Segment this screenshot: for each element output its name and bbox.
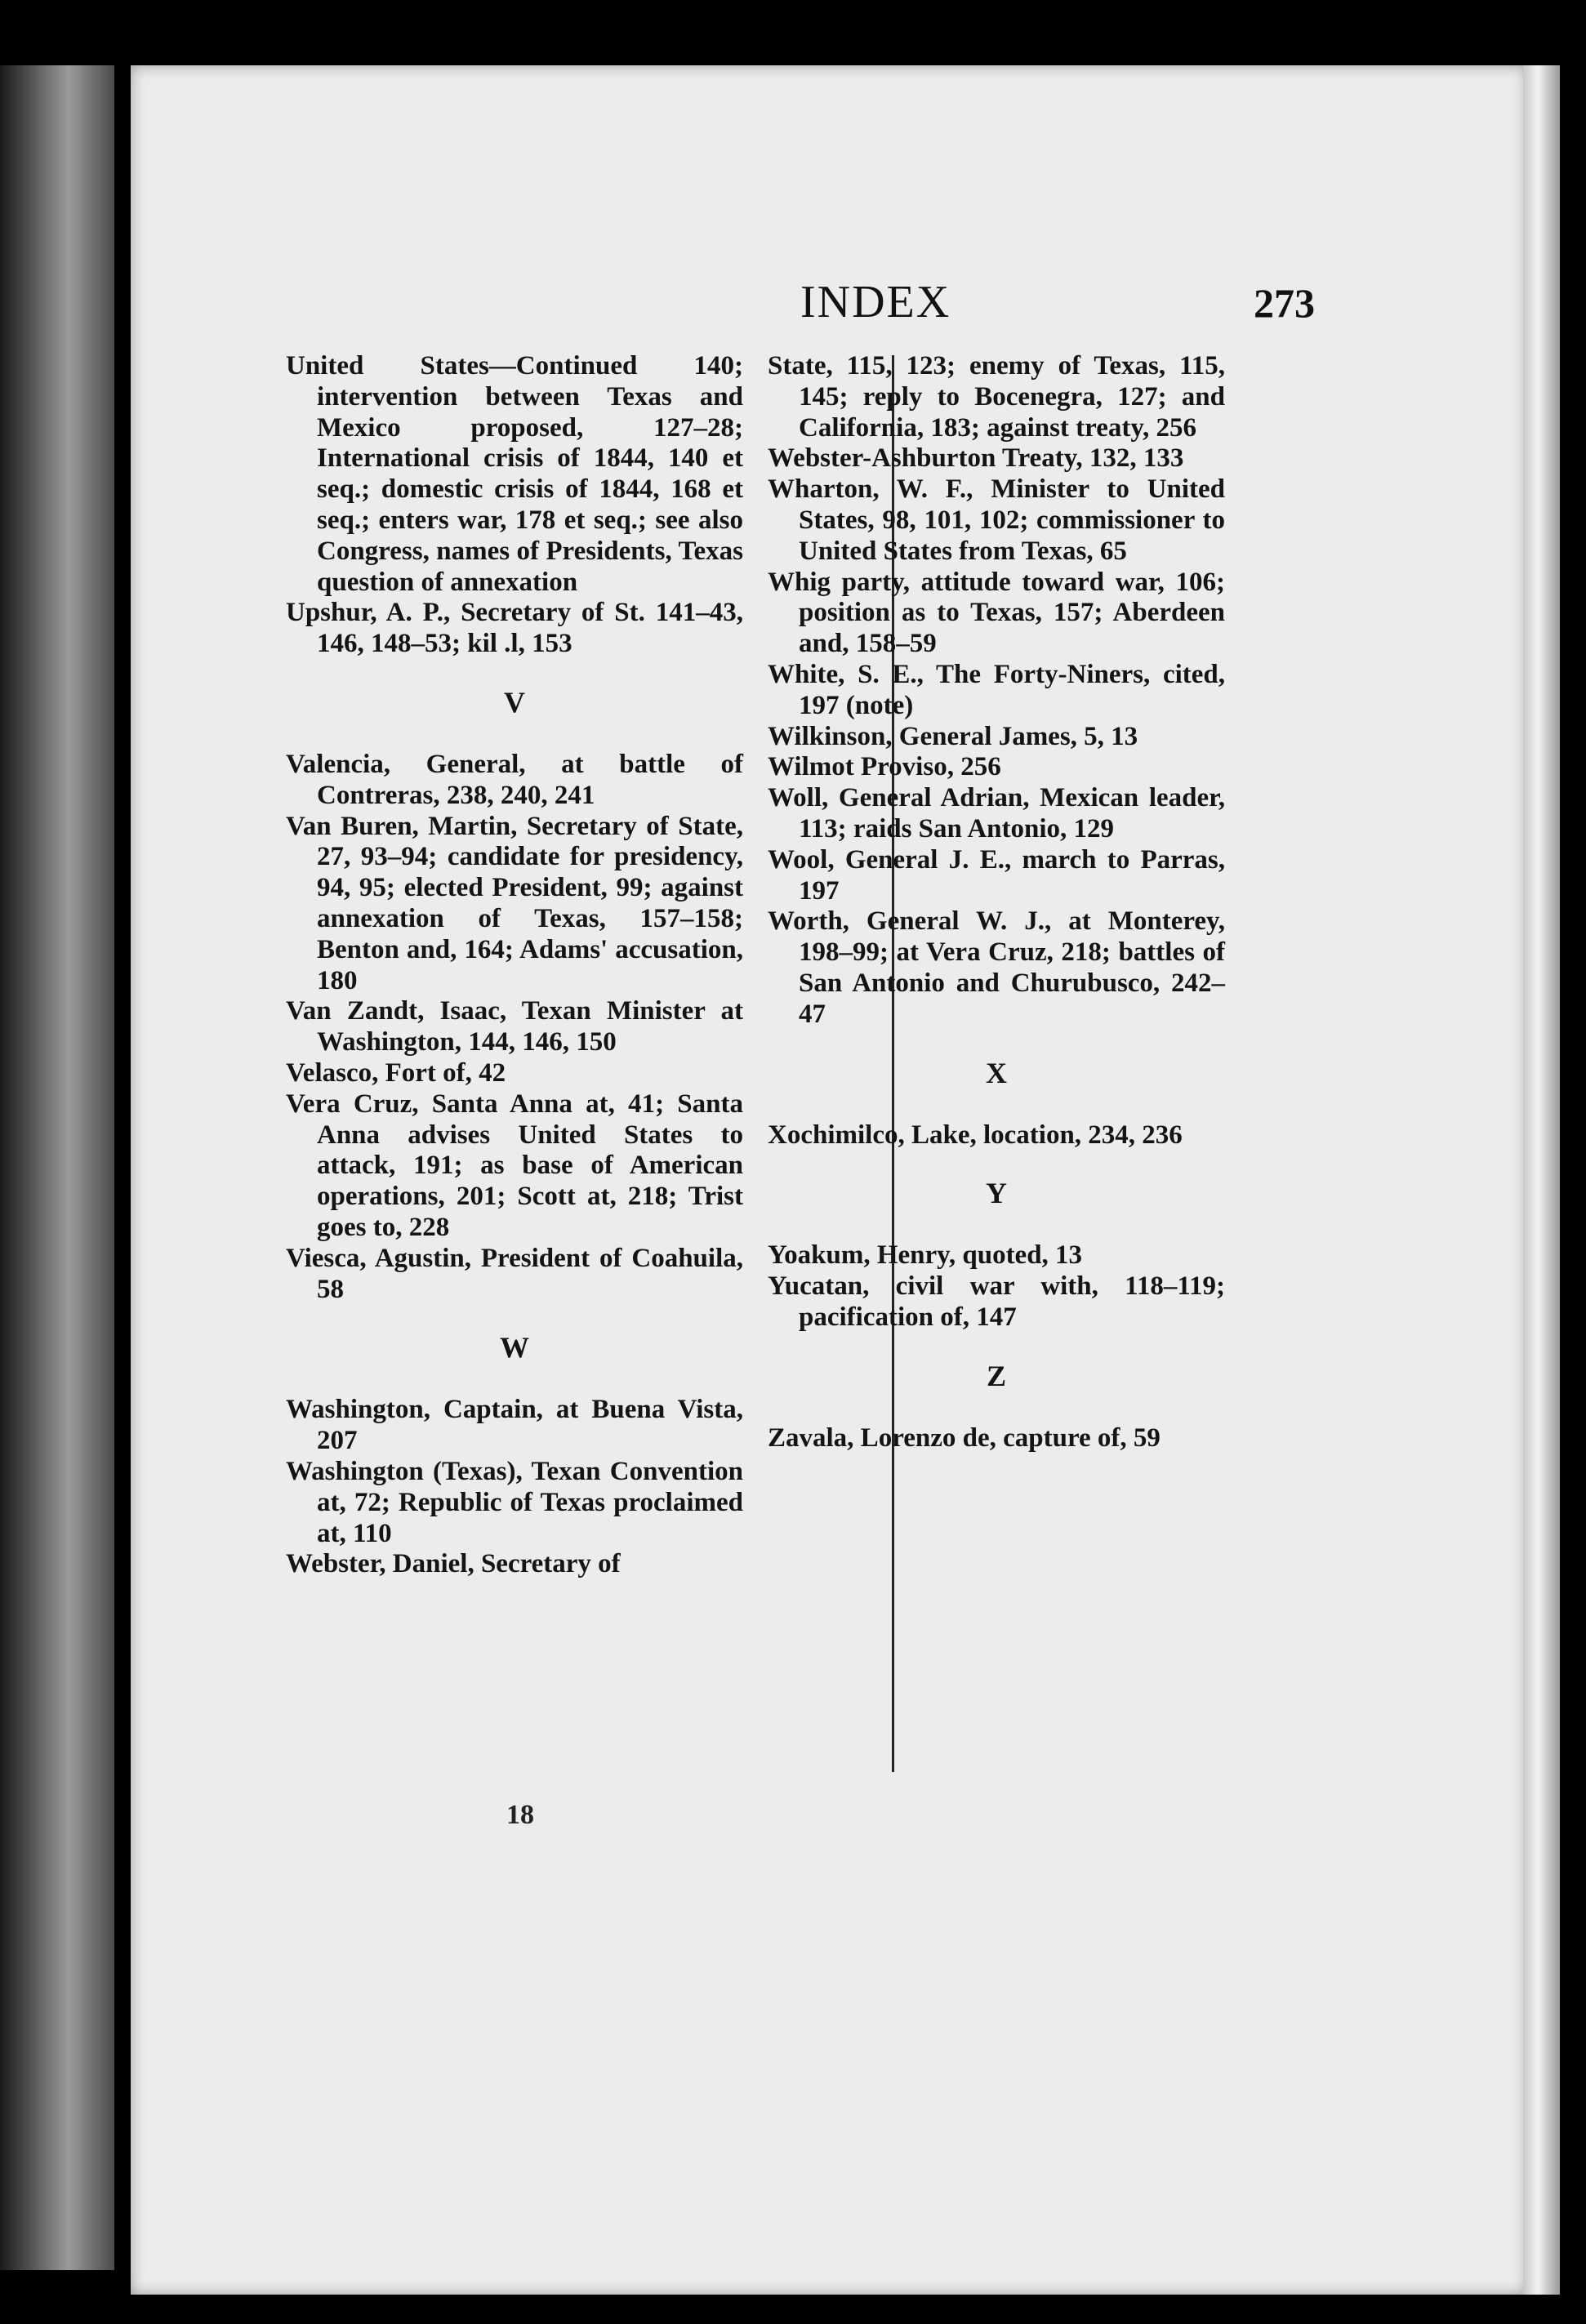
signature-mark: 18 — [506, 1800, 534, 1830]
index-entry: Wharton, W. F., Minister to United States, 98, 101, 102; commissioner to United States from Texas, 65 — [768, 474, 1225, 566]
index-entry: Van Zandt, Isaac, Texan Minister at Washington, 144, 146, 150 — [286, 996, 743, 1057]
index-column-left — [286, 351, 743, 1580]
page-header — [131, 276, 1527, 333]
index-entry: Van Buren, Martin, Secretary of State, 27, 93–94; candidate for presidency, 94, 95; elected President, 99; against annexation of Texas, 157–158; Benton and, 164; Adams' accusation, 180 — [286, 811, 743, 995]
left-facing-page-edge — [0, 65, 114, 2270]
page-number: 273 — [1254, 280, 1315, 326]
index-entry: White, S. E., The Forty-Niners, cited, 197 (note) — [768, 659, 1225, 720]
index-entry: Worth, General W. J., at Monterey, 198–99; at Vera Cruz, 218; battles of San Antonio and Churubusco, 242–47 — [768, 906, 1225, 1029]
index-entry: Xochimilco, Lake, location, 234, 236 — [768, 1120, 1183, 1150]
index-entry: Yoakum, Henry, quoted, 13 — [768, 1240, 1083, 1271]
index-entry: Zavala, Lorenzo de, capture of, 59 — [768, 1422, 1161, 1453]
index-entry: Upshur, A. P., Secretary of St. 141–43, 146, 148–53; kil .l, 153 — [286, 598, 743, 659]
index-entry: Wool, General J. E., march to Parras, 197 — [768, 844, 1225, 906]
index-entry: Velasco, Fort of, 42 — [286, 1057, 506, 1088]
index-entry: Webster-Ashburton Treaty, 132, 133 — [768, 443, 1184, 474]
index-entry: Viesca, Agustin, President of Coahuila, 58 — [286, 1243, 743, 1304]
index-entry: State, 115, 123; enemy of Texas, 115, 145; reply to Bocenegra, 127; and California, 183; against treaty, 256 — [768, 351, 1225, 443]
index-entry: Valencia, General, at battle of Contreras, 238, 240, 241 — [286, 749, 743, 810]
index-entry: Wilkinson, General James, 5, 13 — [768, 721, 1138, 751]
index-entry: Washington (Texas), Texan Convention at, 72; Republic of Texas proclaimed at, 110 — [286, 1456, 743, 1548]
index-entry: Yucatan, civil war with, 118–119; pacification of, 147 — [768, 1271, 1225, 1332]
section-letter: Z — [986, 1359, 1006, 1392]
index-entry: Washington, Captain, at Buena Vista, 207 — [286, 1395, 743, 1456]
section-letter: Y — [986, 1177, 1007, 1210]
index-entry: Wilmot Proviso, 256 — [768, 752, 1001, 782]
index-entry: United States—Continued 140; intervention between Texas and Mexico proposed, 127–28; International crisis of 1844, 140 et seq.; domestic crisis of 1844, 168 et seq.; enters war, 178 et seq.; see also Congress, names of Presidents, Texas question of annexation — [286, 351, 743, 597]
index-entry: Vera Cruz, Santa Anna at, 41; Santa Anna advises United States to attack, 191; as base of American operations, 201; Scott at, 218; Trist goes to, 228 — [286, 1089, 743, 1242]
section-letter: X — [986, 1056, 1007, 1089]
book-page — [131, 65, 1527, 2295]
index-entry: Webster, Daniel, Secretary of — [286, 1549, 621, 1579]
section-letter: W — [500, 1331, 529, 1365]
index-entry: Woll, General Adrian, Mexican leader, 113; raids San Antonio, 129 — [768, 783, 1225, 844]
page-title: INDEX — [800, 277, 951, 327]
index-column-right — [768, 351, 1225, 1454]
section-letter: V — [504, 685, 525, 719]
index-entry: Whig party, attitude toward war, 106; position as to Texas, 157; Aberdeen and, 158–59 — [768, 567, 1225, 659]
page-stack-edge — [1523, 65, 1560, 2295]
